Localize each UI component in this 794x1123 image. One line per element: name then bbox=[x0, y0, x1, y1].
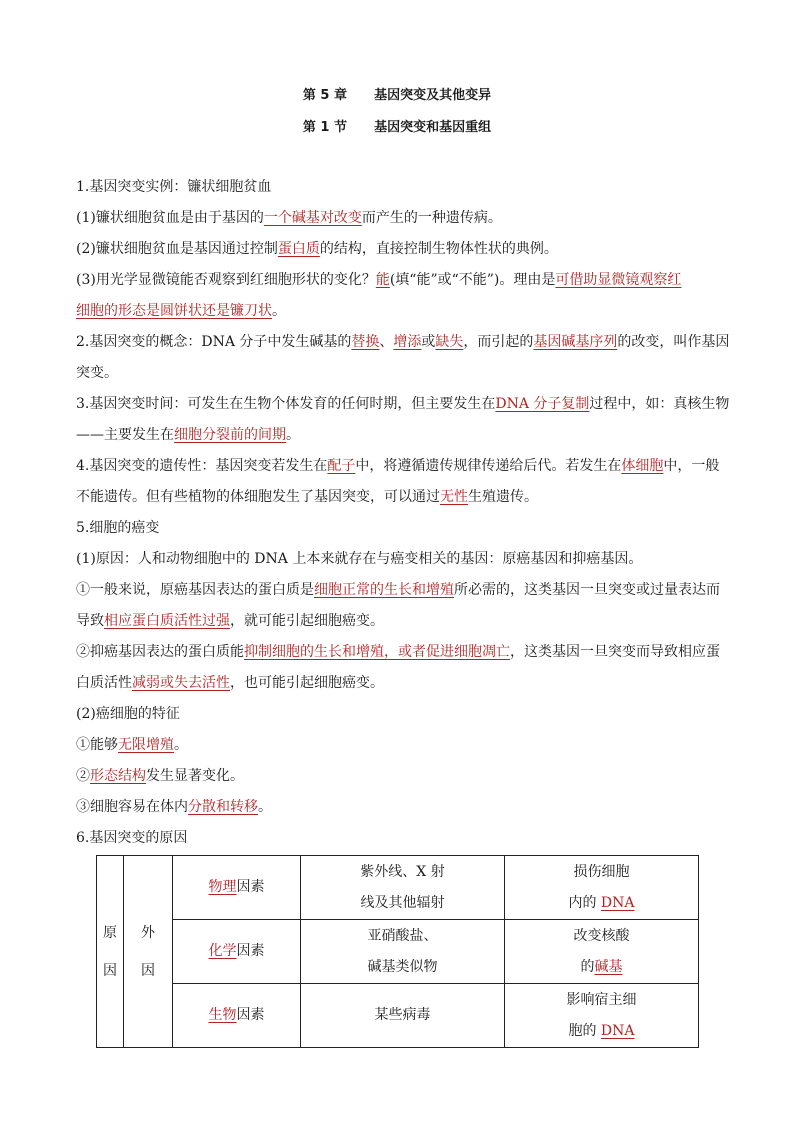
text-run: 线及其他辐射 bbox=[360, 894, 445, 911]
paragraph-line bbox=[76, 265, 718, 296]
text-run: 6.基因突变的原因 bbox=[76, 830, 188, 846]
external-cause-char: 外 bbox=[141, 924, 155, 941]
answer-text: 细胞分裂前的间期 bbox=[174, 427, 286, 443]
paragraph-line bbox=[76, 792, 718, 823]
text-run: 中，一般 bbox=[663, 458, 720, 474]
text-run: 过程中，如：真核生物 bbox=[589, 396, 730, 412]
factor-cell bbox=[173, 856, 301, 920]
paragraph-line bbox=[76, 637, 718, 668]
answer-text: 增添 bbox=[393, 334, 422, 350]
paragraph-line bbox=[76, 823, 718, 854]
text-run: (3)用光学显微镜能否观察到红细胞形状的变化？ bbox=[76, 272, 376, 288]
answer-text: DNA bbox=[600, 1022, 635, 1039]
paragraph-line bbox=[76, 327, 730, 358]
notes-body bbox=[76, 172, 730, 854]
answer-text: 配子 bbox=[327, 458, 356, 474]
paragraph-line bbox=[76, 451, 718, 482]
answer-text: 基因碱基序列 bbox=[533, 334, 618, 350]
paragraph-line bbox=[76, 575, 718, 606]
text-run: 因素 bbox=[236, 1007, 265, 1023]
examples-cell bbox=[301, 920, 505, 984]
text-run: 不能遗传。但有些植物的体细胞发生了基因突变，可以通过 bbox=[76, 489, 440, 505]
examples-cell bbox=[301, 856, 505, 920]
text-run: 白质活性 bbox=[76, 675, 132, 691]
paragraph-line bbox=[76, 606, 718, 637]
examples-cell bbox=[301, 984, 505, 1048]
paragraph-line bbox=[76, 482, 718, 513]
paragraph-line bbox=[76, 172, 718, 203]
text-run: 、 bbox=[379, 334, 394, 350]
text-run: 3.基因突变时间：可发生在生物个体发育的任何时期，但主要发生在 bbox=[76, 396, 496, 412]
text-run: 胞的 bbox=[568, 1022, 601, 1039]
paragraph-line bbox=[76, 668, 718, 699]
answer-text: 能 bbox=[375, 272, 390, 288]
text-run: 某些病毒 bbox=[374, 1007, 431, 1023]
text-run: ，就可能引起细胞癌变。 bbox=[230, 613, 384, 629]
answer-text: 蛋白质 bbox=[277, 241, 320, 257]
text-run: (填“能”或“不能”)。理由是 bbox=[389, 272, 556, 288]
answer-text: 无性 bbox=[440, 489, 468, 505]
answer-text: 细胞的形态是圆饼状还是镰刀状 bbox=[76, 303, 272, 319]
mutation-causes-table bbox=[96, 855, 699, 1048]
answer-text: 生物 bbox=[208, 1007, 237, 1023]
text-run: 或 bbox=[421, 334, 436, 350]
text-run: 4.基因突变的遗传性：基因突变若发生在 bbox=[76, 458, 328, 474]
text-run: ②抑癌基因表达的蛋白质能 bbox=[76, 644, 244, 660]
answer-text: 相应蛋白质活性过强 bbox=[104, 613, 230, 629]
text-run: 中，将遵循遗传规律传递给后代。若发生在 bbox=[355, 458, 622, 474]
text-run: ② bbox=[76, 768, 90, 784]
paragraph-line bbox=[76, 730, 718, 761]
answer-text: 物理 bbox=[208, 879, 237, 895]
paragraph-line bbox=[76, 544, 718, 575]
answer-text: DNA bbox=[600, 894, 635, 911]
text-run: 5.细胞的癌变 bbox=[76, 520, 160, 536]
cause-header-cell bbox=[97, 856, 124, 1048]
text-run: 发生显著变化。 bbox=[146, 768, 244, 784]
text-run: 。 bbox=[286, 427, 300, 443]
table-row bbox=[97, 856, 699, 920]
effect-cell bbox=[505, 920, 699, 984]
answer-text: 细胞正常的生长和增殖 bbox=[314, 582, 454, 598]
table-row bbox=[97, 920, 699, 984]
text-run: (2)镰状细胞贫血是基因通过控制 bbox=[76, 241, 278, 257]
text-run: 。 bbox=[174, 737, 188, 753]
text-run: 1.基因突变实例：镰状细胞贫血 bbox=[76, 179, 272, 195]
answer-text: 分散和转移 bbox=[188, 799, 258, 815]
factor-cell bbox=[173, 984, 301, 1048]
paragraph-line bbox=[76, 358, 718, 389]
text-run: ①一般来说，原癌基因表达的蛋白质是 bbox=[76, 582, 314, 598]
text-run: 生殖遗传。 bbox=[468, 489, 538, 505]
answer-text: 抑制细胞的生长和增殖，或者促进细胞凋亡 bbox=[244, 644, 510, 660]
text-run: ，也可能引起细胞癌变。 bbox=[230, 675, 384, 691]
text-run: (2)癌细胞的特征 bbox=[76, 706, 180, 722]
text-run: 。 bbox=[272, 303, 286, 319]
text-run: 改变核酸 bbox=[573, 927, 630, 944]
paragraph-line bbox=[76, 761, 718, 792]
text-run: 损伤细胞 bbox=[573, 863, 630, 880]
text-run: ③细胞容易在体内 bbox=[76, 799, 188, 815]
answer-text: 替换 bbox=[351, 334, 380, 350]
chapter-title: 第 5 章 基因突变及其他变异 bbox=[302, 88, 492, 103]
paragraph-line bbox=[76, 389, 730, 420]
effect-cell bbox=[505, 984, 699, 1048]
paragraph-line bbox=[76, 234, 718, 265]
paragraph-line bbox=[76, 513, 718, 544]
text-run: (1)镰状细胞贫血是由于基因的 bbox=[76, 210, 264, 226]
section-title: 第 1 节 基因突变和基因重组 bbox=[302, 120, 492, 135]
answer-text: 形态结构 bbox=[90, 768, 146, 784]
table-row bbox=[97, 984, 699, 1048]
paragraph-line bbox=[76, 296, 718, 327]
answer-text: 缺失 bbox=[435, 334, 464, 350]
text-run: 的 bbox=[580, 958, 595, 975]
text-run: 突变。 bbox=[76, 365, 118, 381]
text-run: 因素 bbox=[236, 943, 265, 959]
text-run: 。 bbox=[258, 799, 272, 815]
text-run: 所必需的，这类基因一旦突变或过量表达而 bbox=[454, 582, 720, 598]
text-run: (1)原因：人和动物细胞中的 DNA 上本来就存在与癌变相关的基因：原癌基因和抑癌基因。 bbox=[76, 551, 643, 567]
paragraph-line bbox=[76, 420, 718, 451]
text-run: 内的 bbox=[568, 894, 601, 911]
external-cause-char: 因 bbox=[141, 962, 155, 979]
effect-cell bbox=[505, 856, 699, 920]
text-run: 亚硝酸盐、 bbox=[367, 927, 438, 944]
text-run: ，而引起的 bbox=[463, 334, 534, 350]
text-run: 紫外线、X 射 bbox=[360, 863, 445, 880]
answer-text: 一个碱基对改变 bbox=[263, 210, 362, 226]
paragraph-line bbox=[76, 699, 718, 730]
text-run: 2.基因突变的概念：DNA 分子中发生碱基的 bbox=[76, 334, 352, 350]
text-run: 因素 bbox=[236, 879, 265, 895]
text-run: ①能够 bbox=[76, 737, 118, 753]
text-run: 的结构，直接控制生物体性状的典例。 bbox=[319, 241, 558, 257]
paragraph-line bbox=[76, 203, 718, 234]
text-run: 的改变，叫作基因 bbox=[617, 334, 730, 350]
text-run: 碱基类似物 bbox=[367, 958, 438, 975]
answer-text: 碱基 bbox=[594, 958, 623, 975]
factor-cell bbox=[173, 920, 301, 984]
text-run: 而产生的一种遗传病。 bbox=[361, 210, 502, 226]
answer-text: 体细胞 bbox=[621, 458, 664, 474]
answer-text: 可借助显微镜观察红 bbox=[555, 272, 682, 288]
cause-header-char: 原 bbox=[103, 924, 117, 941]
cause-header-char: 因 bbox=[103, 962, 117, 979]
text-run: ，这类基因一旦突变而导致相应蛋 bbox=[510, 644, 720, 660]
text-run: ——主要发生在 bbox=[76, 427, 174, 443]
answer-text: 化学 bbox=[208, 943, 237, 959]
text-run: 影响宿主细 bbox=[566, 991, 637, 1008]
answer-text: 无限增殖 bbox=[118, 737, 174, 753]
text-run: 导致 bbox=[76, 613, 104, 629]
external-cause-cell bbox=[124, 856, 173, 1048]
answer-text: DNA 分子复制 bbox=[495, 396, 590, 412]
answer-text: 减弱或失去活性 bbox=[132, 675, 230, 691]
